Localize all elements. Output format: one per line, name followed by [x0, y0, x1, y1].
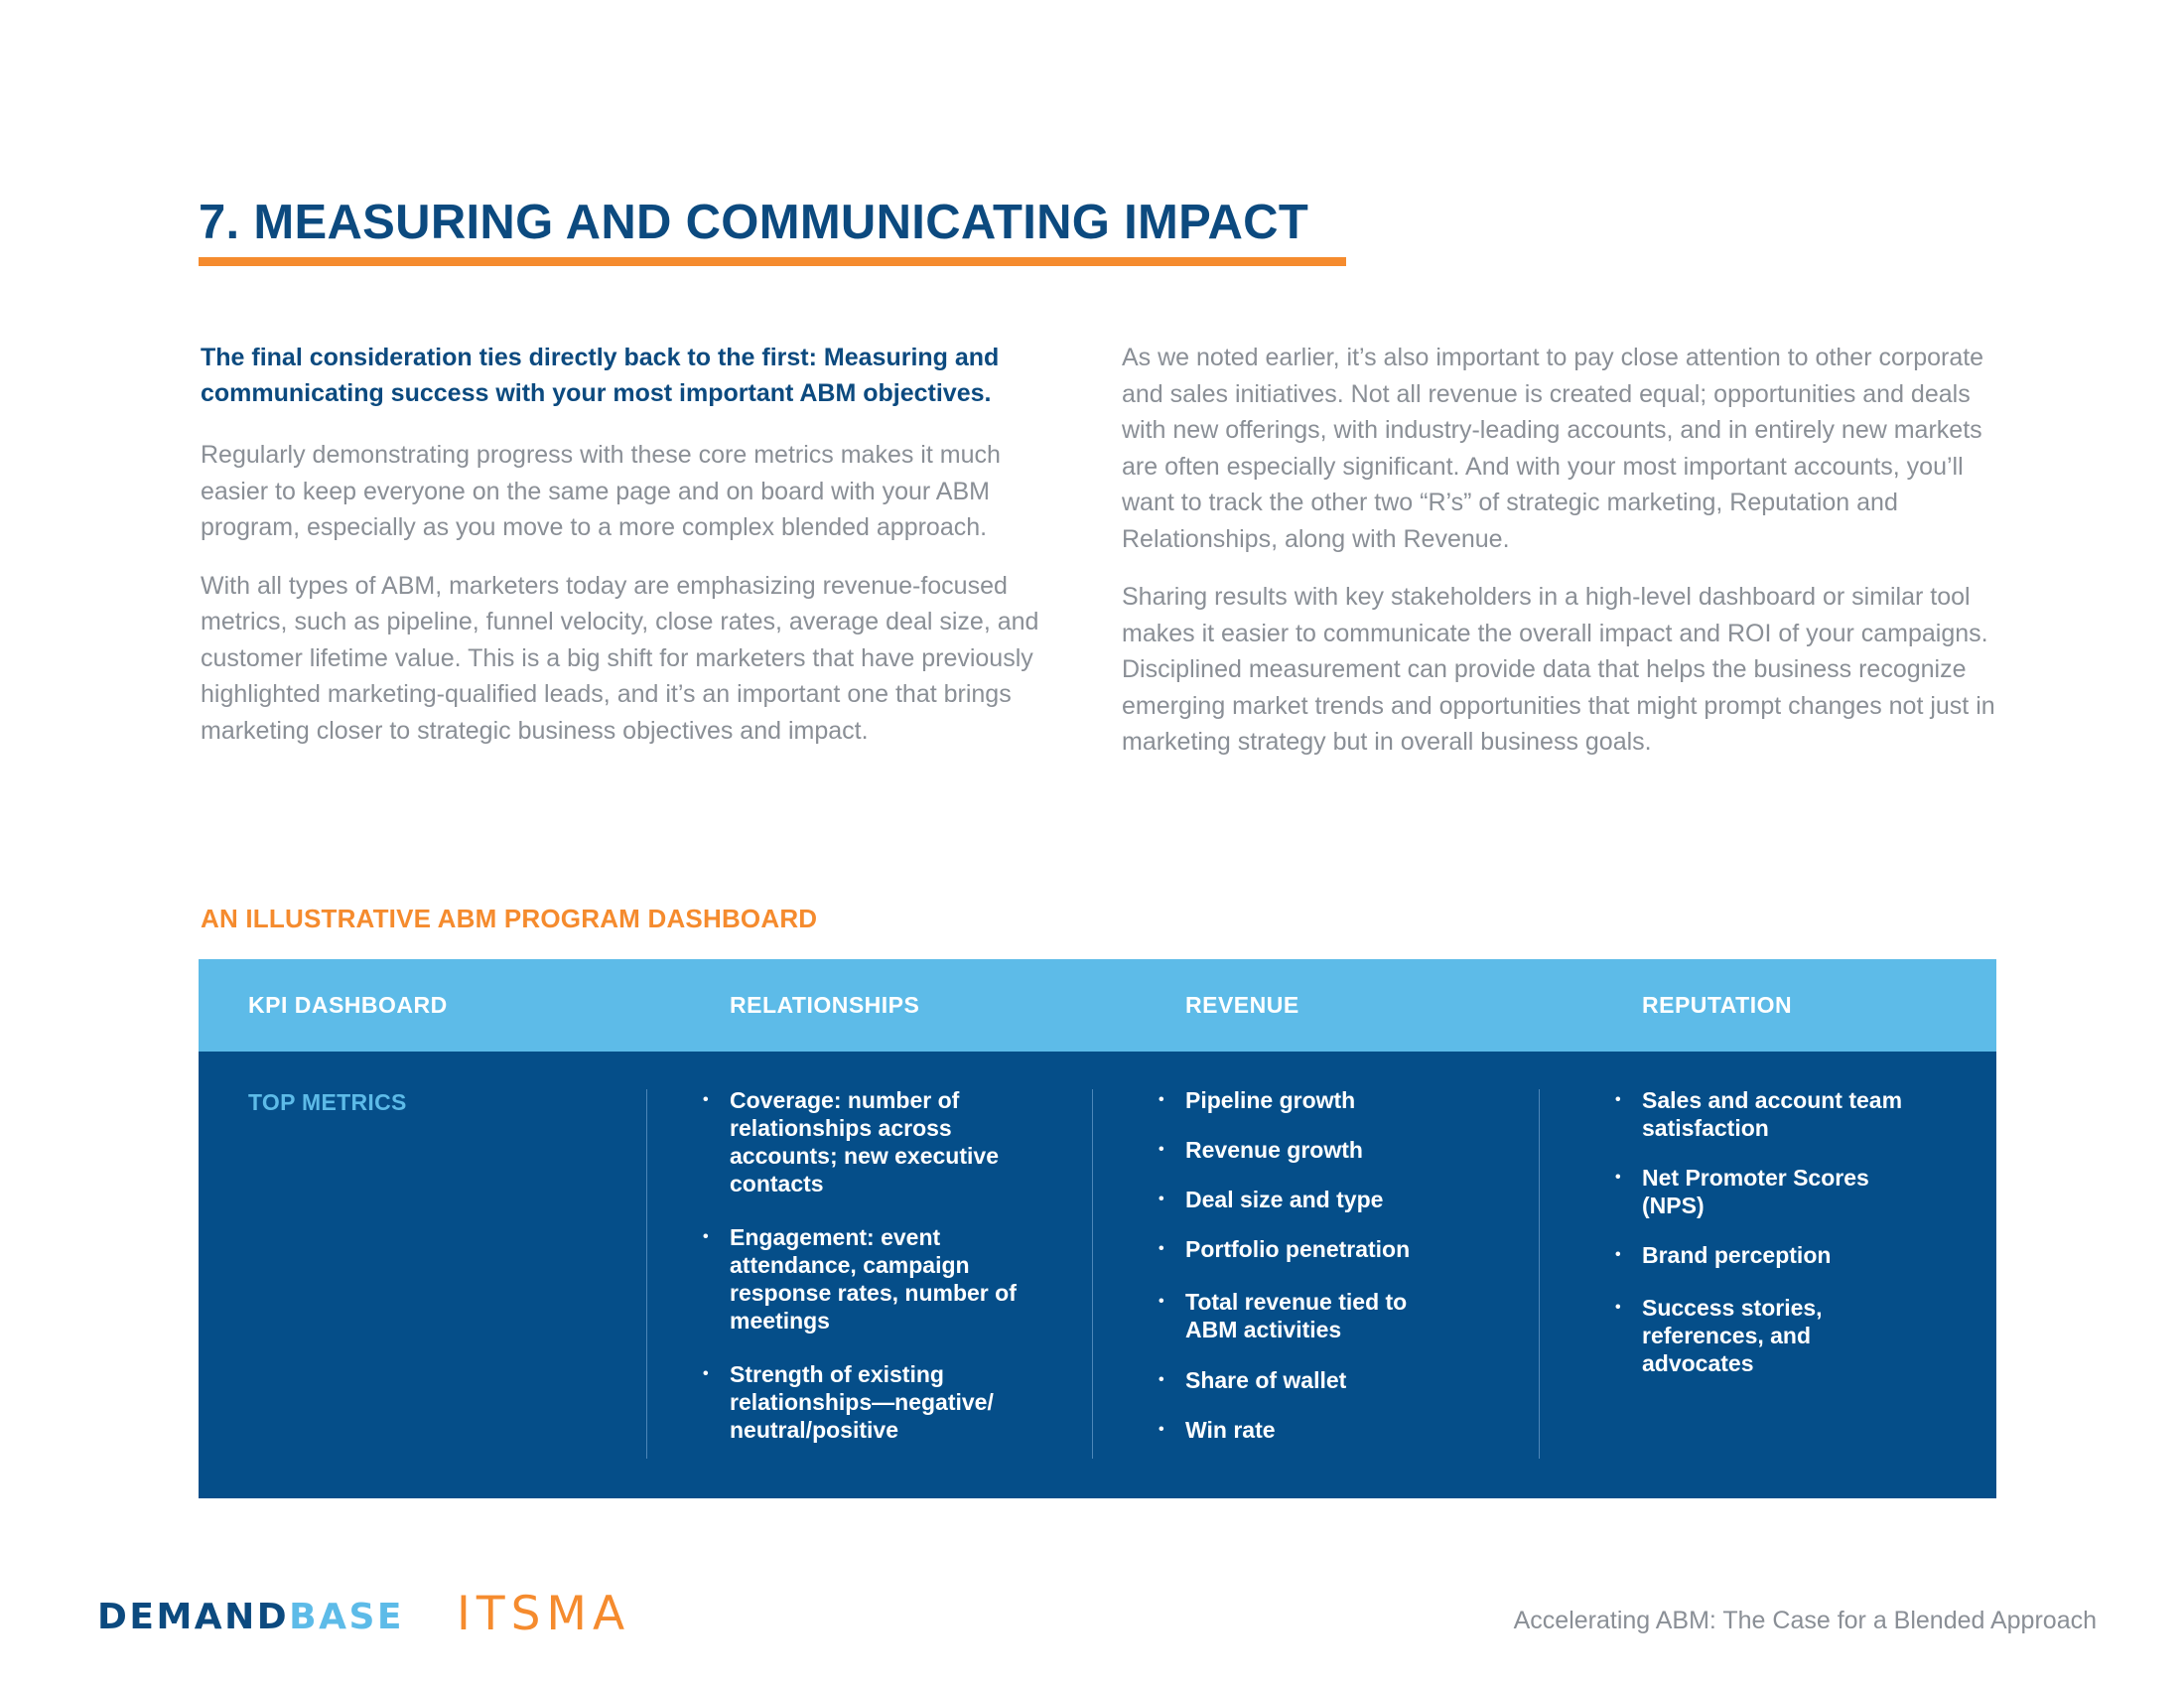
dashboard-section-label: AN ILLUSTRATIVE ABM PROGRAM DASHBOARD: [201, 904, 818, 933]
footer-document-title: Accelerating ABM: The Case for a Blended Approach: [1513, 1607, 2097, 1634]
list-item: • Coverage: number of relationships across accounts; new executive contacts: [703, 1086, 1030, 1197]
dashboard-header-row: [199, 959, 1996, 1052]
list-item: • Success stories, references, and advocates: [1615, 1294, 1903, 1377]
body-paragraph: With all types of ABM, marketers today are emphasizing revenue-focused metrics, such as pipeline, funnel velocity, close rates, average deal size, and customer lifetime value. This is a big shift for marketers that have previously highlighted marketing-qualified leads, and it’s an important one that brings marketing closer to strategic business objectives and impact.: [201, 571, 1039, 745]
page-title: 7. MEASURING AND COMMUNICATING IMPACT: [199, 196, 1309, 249]
list-item: • Strength of existing relationships—negative/ neutral/positive: [703, 1360, 1030, 1444]
body-paragraph: Regularly demonstrating progress with these core metrics makes it much easier to keep everyone on the same page and on board with your ABM program, especially as you move to a more complex blended approach.: [201, 441, 1001, 541]
list-item: • Sales and account team satisfaction: [1615, 1086, 1903, 1142]
list-item: • Win rate: [1159, 1416, 1446, 1444]
title-underline: [199, 257, 1346, 266]
left-column: [201, 340, 1074, 771]
list-item: • Total revenue tied to ABM activities: [1159, 1288, 1446, 1343]
list-item: • Net Promoter Scores (NPS): [1615, 1164, 1903, 1219]
itsma-logo: ITSMA: [457, 1587, 631, 1641]
list-item: • Brand perception: [1615, 1241, 1903, 1269]
header-kpi-dashboard: KPI DASHBOARD: [248, 992, 448, 1018]
body-paragraph: Sharing results with key stakeholders in a high-level dashboard or similar tool makes it easier to communicate the overall impact and ROI of your campaigns. Disciplined measurement can provide data that helps the business recognize emerging market trends and opportunities that might prompt changes not just in marketing strategy but in overall business goals.: [1122, 583, 1995, 756]
lead-paragraph: The final consideration ties directly back to the first: Measuring and communicating success with your most important ABM objectives.: [201, 344, 1000, 407]
list-item: • Portfolio penetration: [1159, 1235, 1446, 1263]
logo-demandbase-part1: DEMAND: [97, 1597, 290, 1637]
right-column: [1122, 340, 2005, 782]
column-divider: [1092, 1089, 1093, 1459]
list-item: • Pipeline growth: [1159, 1086, 1446, 1114]
body-paragraph: As we noted earlier, it’s also important to pay close attention to other corporate and sales initiatives. Not all revenue is created equal; opportunities and deals with new offerings, with industry-leading accounts, and in entirely new markets are often especially significant. And with your most important accounts, you’ll want to track the other two “R’s” of strategic marketing, Reputation and Relationships, along with Revenue.: [1122, 344, 1984, 553]
demandbase-logo: [97, 1597, 404, 1637]
list-item: • Share of wallet: [1159, 1366, 1446, 1394]
revenue-metrics-list: [1159, 1086, 1446, 1466]
row-label-top-metrics: TOP METRICS: [248, 1089, 407, 1115]
header-reputation: REPUTATION: [1642, 992, 1793, 1018]
list-item: • Revenue growth: [1159, 1136, 1446, 1164]
logo-demandbase-part2: BASE: [289, 1597, 404, 1637]
abm-dashboard-table: [199, 959, 1996, 1498]
column-divider: [646, 1089, 647, 1459]
header-relationships: RELATIONSHIPS: [730, 992, 920, 1018]
header-revenue: REVENUE: [1185, 992, 1299, 1018]
reputation-metrics-list: [1615, 1086, 1903, 1399]
column-divider: [1539, 1089, 1540, 1459]
relationships-metrics-list: [703, 1086, 1030, 1466]
list-item: • Engagement: event attendance, campaign response rates, number of meetings: [703, 1223, 1030, 1335]
list-item: • Deal size and type: [1159, 1186, 1446, 1213]
